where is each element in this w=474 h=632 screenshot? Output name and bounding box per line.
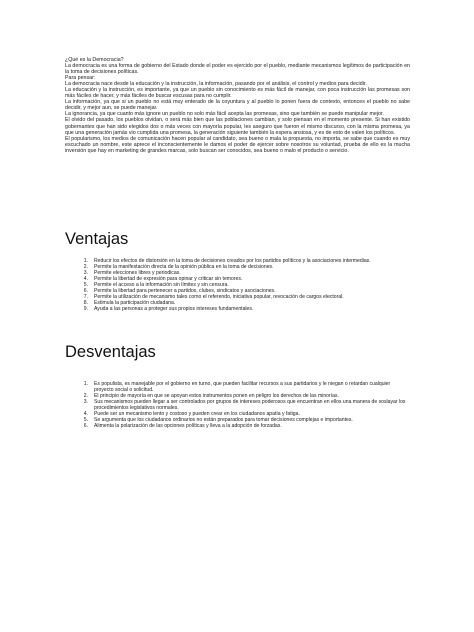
list-number: 5. [83,417,88,423]
list-text: Reducir los efectos de distorsión en la toma de decisiones creados por los partidos políticos y la asociaciones intermedias. [94,258,371,264]
desventajas-heading: Desventajas [65,343,156,361]
list-text: Alimenta la polarización de las opciones políticas y lleva a la adopción de forzadas. [94,423,282,429]
list-text: Permite el acceso a la información sin límites y sin censura. [94,282,229,288]
intro-paragraph: El popularismo, los medios de comunicación hacen popular al candidato, sea bueno o mala la propuesta, no importa, se sabe que cuando es muy escuchado un nombre, este aprece el inconscientemente le damos el poder de ejercer sobre nosotros su voluntad, prueba de ello es la mucha inversión que hay en marketing de grandes marcas, solo buscan ser conocidos, sea bueno o malo el producto o servicio. [65,135,410,154]
desventajas-list [65,381,410,429]
list-number: 1. [83,381,88,387]
intro-paragraph: La democracia es una forma de gobierno del Estado donde el poder es ejercido por el pueblo, mediante mecanismos legítimos de participación en la toma de decisiones políticas. [65,63,410,76]
list-text: Permite la libertad de expresión para opinar y criticar sin temores. [94,276,243,282]
list-text: Ayuda a las personas a proteger sus propios intereses fundamentales. [94,306,254,312]
list-number: 8. [83,300,88,306]
intro-paragraph: La educación y la instrucción, es importante, ya que un pueblo sin conocimiento es más fácil de manejar, con poca instrucción las promesas son más fáciles de hacer, y más fáciles de buscar escusas para no cumplir. [65,87,410,100]
list-text: Se argumenta que los ciudadanos ordinarios no están preparados para tomar decisiones complejas e importantes. [94,417,353,423]
ventajas-heading: Ventajas [65,230,129,248]
list-number: 4. [83,411,88,417]
intro-paragraph: El olvido del pasado, los pueblos olvidan, o será más bien que las poblaciones cambian, y solo piensan en el momento presente. Si han existido gobernantes que han sido elegidos dos o más veces con mayoría popular, les aseguro que fueron el mismo discurso, con la misma promesa, ya que una generación jamás vio cumplida una promesa, la generación siguiente también la espera ansiosa, y es de esto de valen los políticos. [65,117,410,136]
list-number: 6. [83,423,88,429]
list-number: 4. [83,276,88,282]
list-item [65,306,410,312]
list-text: Sus mecanismos pueden llegar a ser controlados por grupos de intereses poderosos que encuentran en ellos una manera de soslayar los procedimientos legislativos normales. [94,399,406,411]
list-number: 3. [83,270,88,276]
list-text: Permite elecciones libres y periodicas. [94,270,181,276]
list-text: Es populista, es manejable por el gobierno en turno, que pueden facilitar recursos a sus partidarios y le niegan o retardan cualquier proyecto social o solicitud. [94,381,391,393]
list-text: Permite la utilización de mecanismo tales como el referendo, iniciativa popular, revocación de cargos electoral. [94,294,344,300]
intro-question: ¿Qué es la Democracia? [65,57,124,63]
list-item [65,399,410,411]
intro-text [65,57,410,154]
list-number: 7. [83,294,88,300]
list-item [65,381,410,393]
intro-paragraph: La información, ya que si un pueblo no está muy enterado de la coyuntura y al pueblo lo ponen fuera de contexto, entonces el pueblo no sabe decidir, y mejor aun, se puede manejar. [65,99,410,112]
list-number: 2. [83,264,88,270]
ventajas-list [65,258,410,312]
list-number: 9. [83,306,88,312]
list-number: 5. [83,282,88,288]
list-number: 1. [83,258,88,264]
list-text: Permite la libertad para pertenecer a partidos, clubes, sindicatos y asociaciones. [94,288,276,294]
list-item [65,423,410,429]
list-number: 3. [83,399,88,405]
list-text: Puede ser un mecanismo lento y costoso y pueden crear en los ciudadanos apatía y fatiga. [94,411,300,417]
list-text: Permite la manifestación directa de la opinión pública en la toma de decisiones. [94,264,274,270]
list-text: Estimula la participación ciudadana. [94,300,176,306]
intro-paragraph: La democracia nace desde la educación y la instrucción, la información, pasando por el análisis, el control y medios para decidir. [65,81,367,88]
intro-paragraph: La ignorancia, ya que cuanto más ignore un pueblo no solo más fácil acepta las promesas, sino que también se puede manipular mejor. [65,111,384,118]
intro-paragraph: Para pensar: [65,75,96,82]
list-number: 2. [83,393,88,399]
list-text: El principio de mayoría en que se apoyan estos instrumentos ponen en peligro los derechos de las minorías. [94,393,339,399]
list-number: 6. [83,288,88,294]
